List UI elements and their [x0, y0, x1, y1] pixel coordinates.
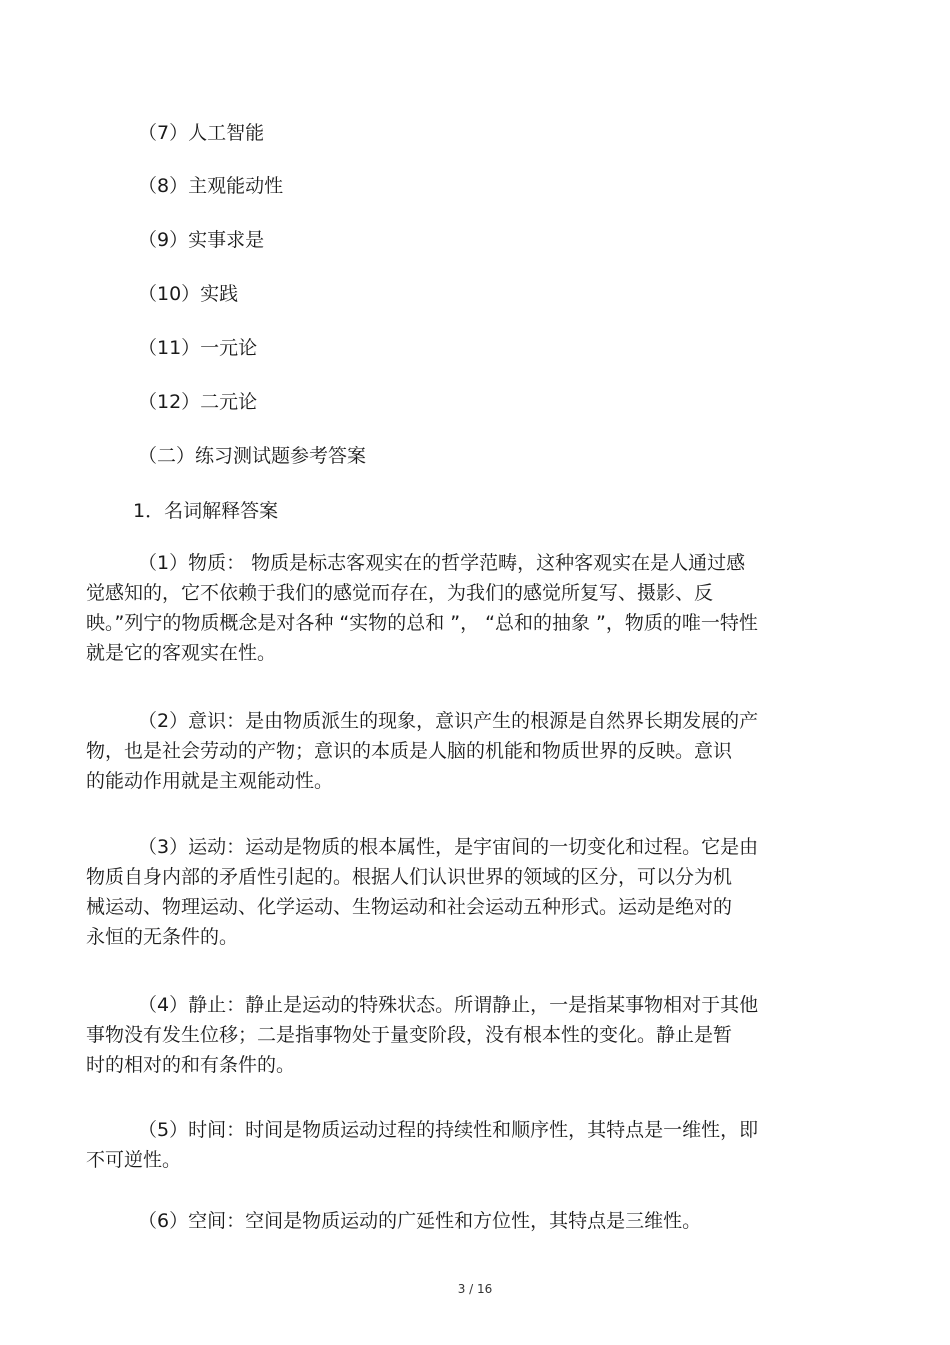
paragraph-line: 映。”列宁的物质概念是对各种 “实物的总和 ”， “总和的抽象 ”，物质的唯一特性 [86, 612, 758, 634]
paragraph-line: 不可逆性。 [86, 1149, 182, 1171]
term-item-7: （7）人工智能 [138, 122, 265, 144]
paragraph-line: 觉感知的，它不依赖于我们的感觉而存在，为我们的感觉所复写、摄影、反 [86, 582, 714, 604]
definition-paragraph-time [86, 1115, 846, 1175]
paragraph-line: （5）时间：时间是物质运动过程的持续性和顺序性，其特点是一维性，即 [138, 1119, 759, 1141]
paragraph-line: 永恒的无条件的。 [86, 926, 239, 948]
paragraph-line: 事物没有发生位移；二是指事物处于量变阶段，没有根本性的变化。静止是暂 [86, 1024, 733, 1046]
paragraph-line: （2）意识：是由物质派生的现象，意识产生的根源是自然界长期发展的产 [138, 710, 759, 732]
subsection-heading: 1．名词解释答案 [133, 500, 279, 522]
paragraph-line: 械运动、物理运动、化学运动、生物运动和社会运动五种形式。运动是绝对的 [86, 896, 733, 918]
definition-paragraph-motion [86, 832, 846, 952]
paragraph-line: （3）运动：运动是物质的根本属性，是宇宙间的一切变化和过程。它是由 [138, 836, 759, 858]
term-item-11: （11）一元论 [138, 337, 258, 359]
term-item-10: （10）实践 [138, 283, 239, 305]
paragraph-line: 就是它的客观实在性。 [86, 642, 277, 664]
term-item-12: （12）二元论 [138, 391, 258, 413]
paragraph-line: （4）静止：静止是运动的特殊状态。所谓静止，一是指某事物相对于其他 [138, 994, 759, 1016]
section-heading: （二）练习测试题参考答案 [138, 445, 367, 467]
paragraph-line: （1）物质： 物质是标志客观实在的哲学范畴，这种客观实在是人通过感 [138, 552, 746, 574]
paragraph-line: 时的相对的和有条件的。 [86, 1054, 296, 1076]
definition-paragraph-matter [86, 548, 846, 668]
paragraph-line: 物，也是社会劳动的产物；意识的本质是人脑的机能和物质世界的反映。意识 [86, 740, 733, 762]
page-number: 3 / 16 [457, 1282, 493, 1296]
definition-paragraph-rest [86, 990, 846, 1080]
paragraph-line: 物质自身内部的矛盾性引起的。根据人们认识世界的领域的区分，可以分为机 [86, 866, 733, 888]
paragraph-line: （6）空间：空间是物质运动的广延性和方位性，其特点是三维性。 [138, 1210, 702, 1232]
term-item-8: （8）主观能动性 [138, 175, 284, 197]
term-item-9: （9）实事求是 [138, 229, 265, 251]
definition-paragraph-space [86, 1206, 846, 1236]
paragraph-line: 的能动作用就是主观能动性。 [86, 770, 334, 792]
definition-paragraph-consciousness [86, 706, 846, 796]
